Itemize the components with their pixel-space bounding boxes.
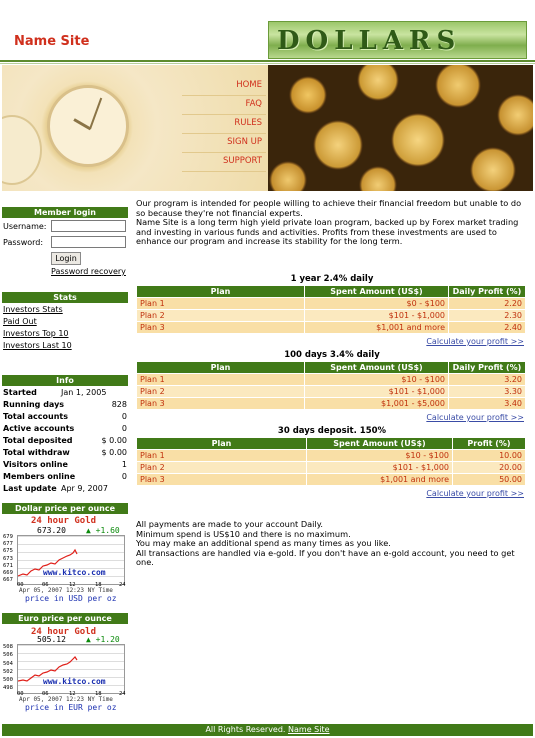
table-row — [137, 398, 526, 410]
table-row — [137, 374, 526, 386]
clock-icon — [47, 85, 129, 167]
gold-usd-chart — [3, 516, 126, 603]
x-tick: 00 — [17, 691, 24, 697]
footer — [2, 724, 533, 736]
intro-text — [136, 199, 528, 247]
stats-title: Stats — [2, 292, 128, 303]
amount-cell: $0 - $100 — [305, 298, 449, 310]
info-row-active-accounts — [3, 424, 127, 436]
y-tick: 677 — [3, 541, 13, 548]
info-value: 0 — [121, 472, 127, 481]
dollars-banner — [268, 21, 527, 59]
menu-rules[interactable]: RULES — [182, 115, 266, 134]
column-header: Plan — [137, 362, 305, 374]
investors-top-10-link[interactable]: Investors Top 10 — [3, 329, 69, 338]
amount-cell: $101 - $1,000 — [307, 462, 453, 474]
x-tick: 00 — [17, 582, 24, 588]
profit-cell: 3.40 — [449, 398, 526, 410]
info-value: $ 0.00 — [101, 448, 127, 457]
dollar-price-title: Dollar price per ounce — [2, 503, 128, 514]
gold-usd-date: Apr 05, 2007 12:23 NY Time — [19, 587, 113, 594]
calculate-profit-link[interactable]: Calculate your profit >> — [426, 489, 524, 498]
intro-paragraph: Name Site is a long term high yield private loan program, backed up by Forex market trading and investing in various funds and activities. Profits from these investments are used to enhance our program and increase its stability for the long term. — [136, 217, 519, 247]
footer-text: All Rights Reserved. — [205, 725, 286, 734]
column-header: Daily Profit (%) — [449, 362, 526, 374]
info-value: $ 0.00 — [101, 436, 127, 445]
amount-cell: $101 - $1,000 — [305, 386, 449, 398]
site-name[interactable]: Name Site — [14, 34, 90, 49]
info-title: Info — [2, 375, 128, 386]
menu-faq[interactable]: FAQ — [182, 96, 266, 115]
plan-cell: Plan 1 — [137, 374, 305, 386]
info-value: Jan 1, 2005 — [61, 388, 107, 397]
x-tick: 18 — [95, 691, 102, 697]
gold-usd-change: ▲ +1.60 — [86, 526, 120, 535]
hero-section — [2, 65, 533, 191]
y-tick: 669 — [3, 570, 13, 577]
info-label: Total withdraw — [3, 448, 70, 457]
plan-cell: Plan 1 — [137, 450, 307, 462]
password-input[interactable] — [51, 236, 126, 248]
column-header: Daily Profit (%) — [449, 286, 526, 298]
plan-cell: Plan 2 — [137, 310, 305, 322]
hero-clock-image — [2, 65, 268, 191]
intro-paragraph: Our program is intended for people willing to achieve their financial freedom but unable to do so because they're not financial experts. — [136, 198, 522, 218]
gold-eur-change: ▲ +1.20 — [86, 635, 120, 644]
calculate-profit-link[interactable]: Calculate your profit >> — [426, 413, 524, 422]
table-row — [137, 298, 526, 310]
member-login-title: Member login — [2, 207, 128, 218]
info-value: 0 — [121, 424, 127, 433]
amount-cell: $1,001 and more — [305, 322, 449, 334]
plan-heading: 100 days 3.4% daily — [284, 350, 380, 360]
profit-cell: 3.30 — [449, 386, 526, 398]
gold-usd-unit: price in USD per oz — [25, 594, 117, 603]
menu-home[interactable]: HOME — [182, 77, 266, 96]
plan-cell: Plan 3 — [137, 322, 305, 334]
plan-heading: 30 days deposit. 150% — [277, 426, 387, 436]
pocket-watch-icon — [2, 115, 42, 185]
info-value: 1 — [121, 460, 127, 469]
column-header: Plan — [137, 286, 305, 298]
plan-cell: Plan 3 — [137, 474, 307, 486]
note-line: Minimum spend is US$10 and there is no maximum. — [136, 528, 351, 539]
plan-table — [136, 361, 526, 410]
investors-stats-link[interactable]: Investors Stats — [3, 305, 63, 314]
info-label: Members online — [3, 472, 76, 481]
x-tick: 12 — [69, 691, 76, 697]
x-tick: 24 — [119, 582, 126, 588]
table-header-row — [137, 438, 526, 450]
info-label: Last update — [3, 484, 57, 493]
profit-cell: 2.20 — [449, 298, 526, 310]
menu-support[interactable]: SUPPORT — [182, 153, 266, 172]
login-button[interactable]: Login — [51, 252, 81, 265]
gold-eur-unit: price in EUR per oz — [25, 703, 117, 712]
gold-usd-site: www.kitco.com — [43, 568, 106, 577]
info-row-total-accounts — [3, 412, 127, 424]
info-row-total-withdraw — [3, 448, 127, 460]
info-value: Apr 9, 2007 — [61, 484, 108, 493]
main-menu — [182, 77, 266, 172]
footer-site-link[interactable]: Name Site — [288, 725, 330, 734]
header — [0, 0, 535, 62]
plan-table — [136, 285, 526, 334]
gold-eur-site: www.kitco.com — [43, 677, 106, 686]
payment-notes — [136, 520, 528, 568]
table-header-row — [137, 362, 526, 374]
info-label: Active accounts — [3, 424, 75, 433]
plan-cell: Plan 2 — [137, 386, 305, 398]
column-header: Spent Amount (US$) — [305, 362, 449, 374]
x-tick: 06 — [42, 582, 49, 588]
info-label: Visitors online — [3, 460, 68, 469]
info-label: Total deposited — [3, 436, 73, 445]
menu-sign-up[interactable]: SIGN UP — [182, 134, 266, 153]
username-input[interactable] — [51, 220, 126, 232]
column-header: Spent Amount (US$) — [305, 286, 449, 298]
y-tick: 502 — [3, 668, 13, 675]
plan-heading: 1 year 2.4% daily — [290, 274, 374, 284]
password-label: Password: — [3, 238, 44, 247]
table-row — [137, 462, 526, 474]
y-tick: 508 — [3, 644, 13, 650]
y-tick: 667 — [3, 577, 13, 584]
x-tick: 12 — [69, 582, 76, 588]
y-tick: 506 — [3, 652, 13, 659]
gold-eur-y-labels — [3, 643, 13, 693]
y-tick: 673 — [3, 555, 13, 562]
profit-cell: 50.00 — [453, 474, 526, 486]
y-tick: 675 — [3, 548, 13, 555]
gold-eur-date: Apr 05, 2007 12:23 NY Time — [19, 696, 113, 703]
table-row — [137, 474, 526, 486]
amount-cell: $1,001 - $5,000 — [305, 398, 449, 410]
column-header: Profit (%) — [453, 438, 526, 450]
y-tick: 504 — [3, 660, 13, 667]
y-tick: 679 — [3, 534, 13, 540]
gold-eur-chart-title: 24 hour Gold — [31, 627, 97, 637]
header-divider-thin — [0, 63, 535, 64]
gold-eur-plot — [17, 644, 125, 694]
plan-cell: Plan 1 — [137, 298, 305, 310]
info-label: Total accounts — [3, 412, 68, 421]
profit-cell: 2.30 — [449, 310, 526, 322]
note-line: All transactions are handled via e-gold. If you don't have an e-gold account, you need to get one. — [136, 547, 515, 568]
gold-usd-value: 673.20 — [37, 526, 66, 535]
table-row — [137, 310, 526, 322]
investors-last-10-link[interactable]: Investors Last 10 — [3, 341, 72, 350]
gold-usd-change-value: +1.60 — [95, 526, 120, 535]
plan-cell: Plan 2 — [137, 462, 307, 474]
gold-coins-image — [268, 65, 533, 191]
gold-usd-chart-title: 24 hour Gold — [31, 516, 97, 526]
calculate-profit-link[interactable]: Calculate your profit >> — [426, 337, 524, 346]
plan-table — [136, 437, 526, 486]
info-row-started — [3, 388, 127, 400]
info-row-last-update — [3, 484, 127, 496]
gold-eur-chart — [3, 627, 126, 712]
profit-cell: 3.20 — [449, 374, 526, 386]
info-row-total-deposited — [3, 436, 127, 448]
gold-eur-value: 505.12 — [37, 635, 66, 644]
info-row-running-days — [3, 400, 127, 412]
table-header-row — [137, 286, 526, 298]
info-row-visitors-online — [3, 460, 127, 472]
amount-cell: $10 - $100 — [307, 450, 453, 462]
y-tick: 500 — [3, 677, 13, 684]
gold-usd-y-labels — [3, 534, 13, 584]
info-label: Running days — [3, 400, 65, 409]
table-row — [137, 450, 526, 462]
info-value: 828 — [111, 400, 127, 409]
column-header: Spent Amount (US$) — [307, 438, 453, 450]
amount-cell: $1,001 and more — [307, 474, 453, 486]
x-tick: 06 — [42, 691, 49, 697]
paid-out-link[interactable]: Paid Out — [3, 317, 37, 326]
info-label: Started — [3, 388, 37, 397]
profit-cell: 20.00 — [453, 462, 526, 474]
password-recovery-link[interactable]: Password recovery — [51, 267, 126, 276]
banner-text: DOLLARS — [277, 26, 462, 56]
y-tick: 671 — [3, 562, 13, 569]
profit-cell: 2.40 — [449, 322, 526, 334]
amount-cell: $10 - $100 — [305, 374, 449, 386]
amount-cell: $101 - $1,000 — [305, 310, 449, 322]
table-row — [137, 386, 526, 398]
info-value: 0 — [121, 412, 127, 421]
plan-cell: Plan 3 — [137, 398, 305, 410]
x-tick: 24 — [119, 691, 126, 697]
y-tick: 498 — [3, 685, 13, 692]
header-divider — [0, 60, 535, 62]
note-line: You may make an additional spend as many times as you like. — [136, 538, 391, 549]
x-tick: 18 — [95, 582, 102, 588]
note-line: All payments are made to your account Daily. — [136, 519, 323, 529]
table-row — [137, 322, 526, 334]
euro-price-title: Euro price per ounce — [2, 613, 128, 624]
profit-cell: 10.00 — [453, 450, 526, 462]
gold-usd-plot — [17, 535, 125, 585]
column-header: Plan — [137, 438, 307, 450]
gold-eur-change-value: +1.20 — [95, 635, 120, 644]
username-label: Username: — [3, 222, 47, 231]
info-row-members-online — [3, 472, 127, 484]
